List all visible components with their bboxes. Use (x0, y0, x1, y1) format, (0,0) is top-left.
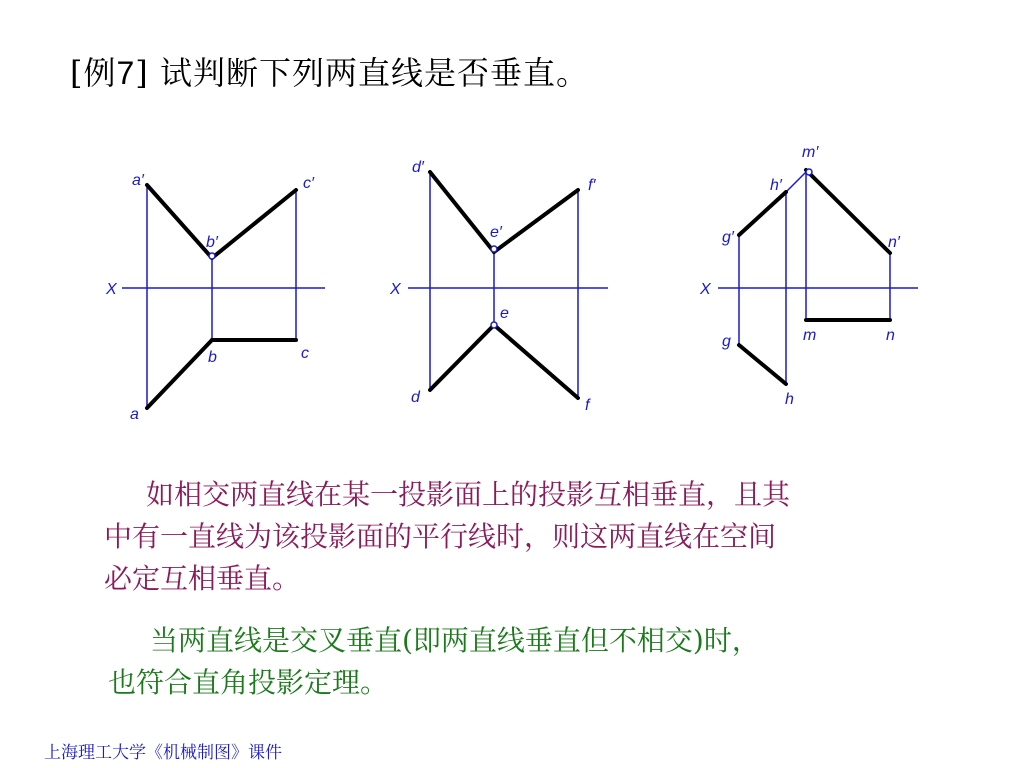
title-prefix: [例 (70, 54, 117, 92)
theorem-paragraph (104, 474, 944, 600)
label-g: g (722, 333, 731, 350)
figure-2 (389, 159, 608, 414)
title-number: 7 (116, 55, 136, 91)
theorem-line-3: 必定互相垂直。 (104, 562, 301, 595)
figure-3 (699, 144, 918, 408)
label-d-prime: d′ (412, 159, 424, 176)
label-m: m (803, 327, 817, 344)
label-b: b (208, 349, 217, 366)
note-line-2: 也符合直角投影定理。 (108, 666, 389, 699)
label-f-prime: f′ (588, 177, 596, 194)
point-e-prime-marker (491, 246, 497, 252)
label-g-prime: g′ (722, 229, 734, 246)
title-suffix: ] 试判断下列两直线是否垂直。 (135, 54, 589, 92)
label-f: f (585, 397, 590, 414)
label-n-prime: n′ (888, 234, 900, 251)
label-e: e (500, 305, 509, 322)
label-e-prime: e′ (490, 224, 502, 241)
line-d-e-front (430, 172, 494, 252)
label-x-1: X (106, 281, 117, 298)
label-h-prime: h′ (770, 177, 782, 194)
point-m-prime-marker (806, 169, 812, 175)
theorem-line-1 (104, 474, 944, 516)
figure-1 (105, 172, 325, 423)
label-m-prime: m′ (802, 144, 819, 161)
label-x-2: X (390, 281, 401, 298)
line-g-h-top (739, 345, 786, 384)
label-d: d (411, 389, 420, 406)
point-b-prime-marker (209, 253, 215, 259)
footer-course-credit: 上海理工大学《机械制图》课件 (44, 743, 282, 763)
line-d-e-top (430, 325, 494, 390)
label-c: c (301, 345, 309, 362)
label-a: a (130, 406, 139, 423)
line-b-c-front (212, 190, 296, 258)
line-a-b-front (147, 185, 212, 258)
line-e-f-top (494, 325, 578, 398)
label-b-prime: b′ (206, 234, 218, 251)
note-paragraph (108, 620, 948, 704)
line-g-h-front (739, 192, 786, 235)
line-e-f-front (494, 190, 578, 252)
label-x-3: X (700, 281, 711, 298)
label-n: n (886, 327, 895, 344)
theorem-line-2: 中有一直线为该投影面的平行线时，则这两直线在空间 (104, 520, 777, 553)
connector-h-m-prime (786, 172, 806, 192)
label-a-prime: a′ (132, 172, 144, 189)
theorem-line-1-text: 如相交两直线在某一投影面上的投影互相垂直，且其 (146, 478, 791, 511)
label-h: h (785, 391, 794, 408)
note-line-1: 当两直线是交叉垂直(即两直线垂直但不相交)时， (150, 624, 760, 657)
label-c-prime: c′ (303, 175, 314, 192)
line-a-b-top (147, 340, 212, 408)
line-m-n-front (806, 170, 890, 253)
point-e-marker (491, 322, 497, 328)
